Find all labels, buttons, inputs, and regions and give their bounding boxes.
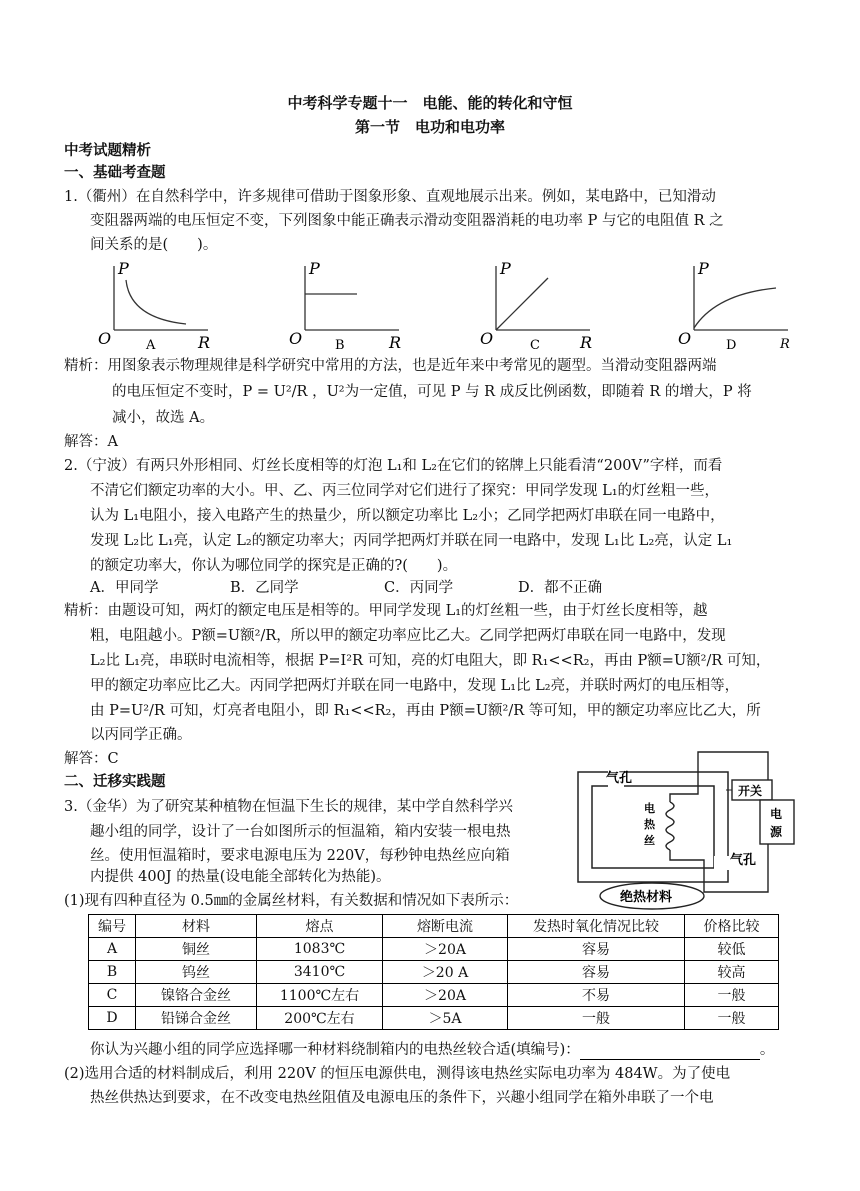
insulation-label: 绝热材料	[620, 890, 673, 905]
q2-line: 不清它们额定功率的大小。甲、乙、丙三位同学对它们进行了探究：甲同学发现 L₁的灯丝粗一些，	[90, 483, 720, 499]
table-row: D 铅锑合金丝 200℃左右 ＞5A 一般 一般	[89, 1007, 779, 1030]
q2-option-d: D．都不正确	[518, 580, 603, 596]
q1-analysis: 减小，故选 A。	[112, 410, 215, 426]
table-row: C 镍铬合金丝 1100℃左右 ＞20A 不易 一般	[89, 984, 779, 1007]
svg-text:P: P	[309, 259, 320, 278]
svg-text:电: 电	[770, 807, 783, 821]
page-subtitle: 第一节 电功和电功率	[354, 118, 505, 136]
q2-option-b: B．乙同学	[230, 580, 299, 596]
q3-line: 丝。使用恒温箱时，要求电源电压为 220V，每秒钟电热丝应向箱	[90, 848, 510, 864]
vent-top-label: 气孔	[606, 771, 633, 786]
table-row: A 铜丝 1083℃ ＞20A 容易 较低	[89, 938, 779, 961]
q2-line: 发现 L₂比 L₁亮，认定 L₂的额定功率大；丙同学把两灯并联在同一电路中，发现 L₁比 L₂亮，认定 L₁	[90, 533, 733, 549]
graph-a	[96, 258, 216, 353]
graph-p-label: P	[118, 259, 129, 278]
q3-part1-question: 你认为兴趣小组的同学应选择哪一种材料绕制箱内的电热丝较合适(填编号)： 。	[90, 1042, 775, 1058]
q2-analysis: 甲的额定功率应比乙大。丙同学把两灯并联在同一电路中，发现 L₁比 L₂亮，并联时两灯的电压相等，	[90, 678, 740, 694]
q2-analysis: 由 P=U²/R 可知，灯亮者电阻小，即 R₁<<R₂，再由 P额=U额²/R 等可知，甲的额定功率应比乙大，所	[90, 703, 761, 719]
q2-analysis: 精析：由题设可知，两灯的额定电压是相等的。甲同学发现 L₁的灯丝粗一些，由于灯丝长度相等，越	[64, 603, 708, 619]
q2-option-a: A．甲同学	[90, 580, 159, 596]
q1-answer: 解答：A	[64, 434, 118, 450]
svg-text:R: R	[389, 333, 402, 352]
svg-text:R: R	[780, 337, 790, 352]
svg-text:热: 热	[644, 818, 655, 831]
svg-text:R: R	[198, 333, 211, 352]
q2-analysis: L₂比 L₁亮，串联时电流相等，根据 P=I²R 可知，亮的灯电阻大，即 R₁<<R₂，再由 P额=U额²/R 可知，	[90, 653, 771, 669]
q2-option-c: C．丙同学	[384, 580, 454, 596]
answer-blank[interactable]	[580, 1045, 760, 1060]
svg-text:P: P	[698, 259, 709, 278]
graph-c	[478, 258, 598, 353]
q1-line: 变阻器两端的电压恒定不变，下列图象中能正确表示滑动变阻器消耗的电功率 P 与它的电阻值 R 之	[90, 213, 724, 229]
svg-text:电: 电	[644, 802, 655, 815]
switch-label: 开关	[738, 784, 763, 798]
graph-letter: A	[146, 338, 156, 353]
q2-analysis: 粗，电阻越小。P额=U额²/R，所以甲的额定功率应比乙大。乙同学把两灯串联在同一电路中，发现	[90, 628, 726, 644]
svg-text:O: O	[289, 329, 303, 348]
q1-line: 1.（衢州）在自然科学中，许多规律可借助于图象形象、直观地展示出来。例如，某电路中，已知滑动	[64, 189, 716, 205]
q2-line: 的额定功率大，你认为哪位同学的探究是正确的?( )。	[90, 558, 458, 574]
q3-part1: (1)现有四种直径为 0.5㎜的金属丝材料，有关数据和情况如下表所示：	[64, 893, 519, 909]
page-title: 中考科学专题十一 电能、能的转化和守恒	[287, 94, 573, 112]
q2-line: 2.（宁波）有两只外形相同、灯丝长度相等的灯泡 L₁和 L₂在它们的铭牌上只能看清“200V”字样，而看	[64, 458, 723, 474]
graph-b	[287, 258, 407, 353]
section-basic: 一、基础考查题	[64, 164, 166, 181]
thermostat-figure	[572, 744, 808, 912]
vent-bottom-label: 气孔	[730, 853, 757, 868]
graph-letter: D	[726, 338, 737, 353]
svg-text:P: P	[500, 259, 511, 278]
q2-analysis: 以丙同学正确。	[90, 727, 192, 743]
svg-text:R: R	[580, 333, 593, 352]
q3-part2: (2)选用合适的材料制成后，利用 220V 的恒压电源供电，测得该电热丝实际电功率为 484W。为了使电	[64, 1066, 731, 1082]
q2-answer: 解答：C	[64, 751, 119, 767]
svg-text:丝: 丝	[644, 834, 655, 847]
q1-line: 间关系的是( )。	[90, 237, 218, 253]
svg-text:源: 源	[770, 825, 783, 839]
q3-line: 趣小组的同学，设计了一台如图所示的恒温箱，箱内安装一根电热	[90, 824, 511, 840]
q1-analysis: 精析：用图象表示物理规律是科学研究中常用的方法，也是近年来中考常见的题型。当滑动变阻器两端	[64, 358, 717, 374]
svg-text:O: O	[678, 329, 692, 348]
q3-part2: 热丝供热达到要求，在不改变电热丝阻值及电源电压的条件下，兴趣小组同学在箱外串联了一个电	[90, 1090, 714, 1106]
svg-text:O: O	[480, 329, 494, 348]
materials-table	[88, 914, 779, 1030]
q3-line: 内提供 400J 的热量(设电能全部转化为热能)。	[90, 869, 391, 885]
q1-analysis: 的电压恒定不变时，P = U²/R ，U²为一定值，可见 P 与 R 成反比例函数，即随着 R 的增大，P 将	[112, 384, 752, 400]
section-intro: 中考试题精析	[64, 142, 151, 159]
q2-line: 认为 L₁电阻小，接入电路产生的热量少，所以额定功率比 L₂小；乙同学把两灯串联在同一电路中，	[90, 508, 725, 524]
graph-letter: C	[530, 338, 540, 353]
table-row: B 钨丝 3410℃ ＞20 A 容易 较高	[89, 961, 779, 984]
graph-letter: B	[335, 338, 345, 353]
table-header-row: 编号 材料 熔点 熔断电流 发热时氧化情况比较 价格比较	[89, 915, 779, 938]
q3-line: 3.（金华）为了研究某种植物在恒温下生长的规律，某中学自然科学兴	[64, 799, 513, 815]
svg-text:O: O	[98, 329, 112, 348]
section-transfer: 二、迁移实践题	[64, 773, 166, 790]
graph-d	[676, 258, 796, 353]
